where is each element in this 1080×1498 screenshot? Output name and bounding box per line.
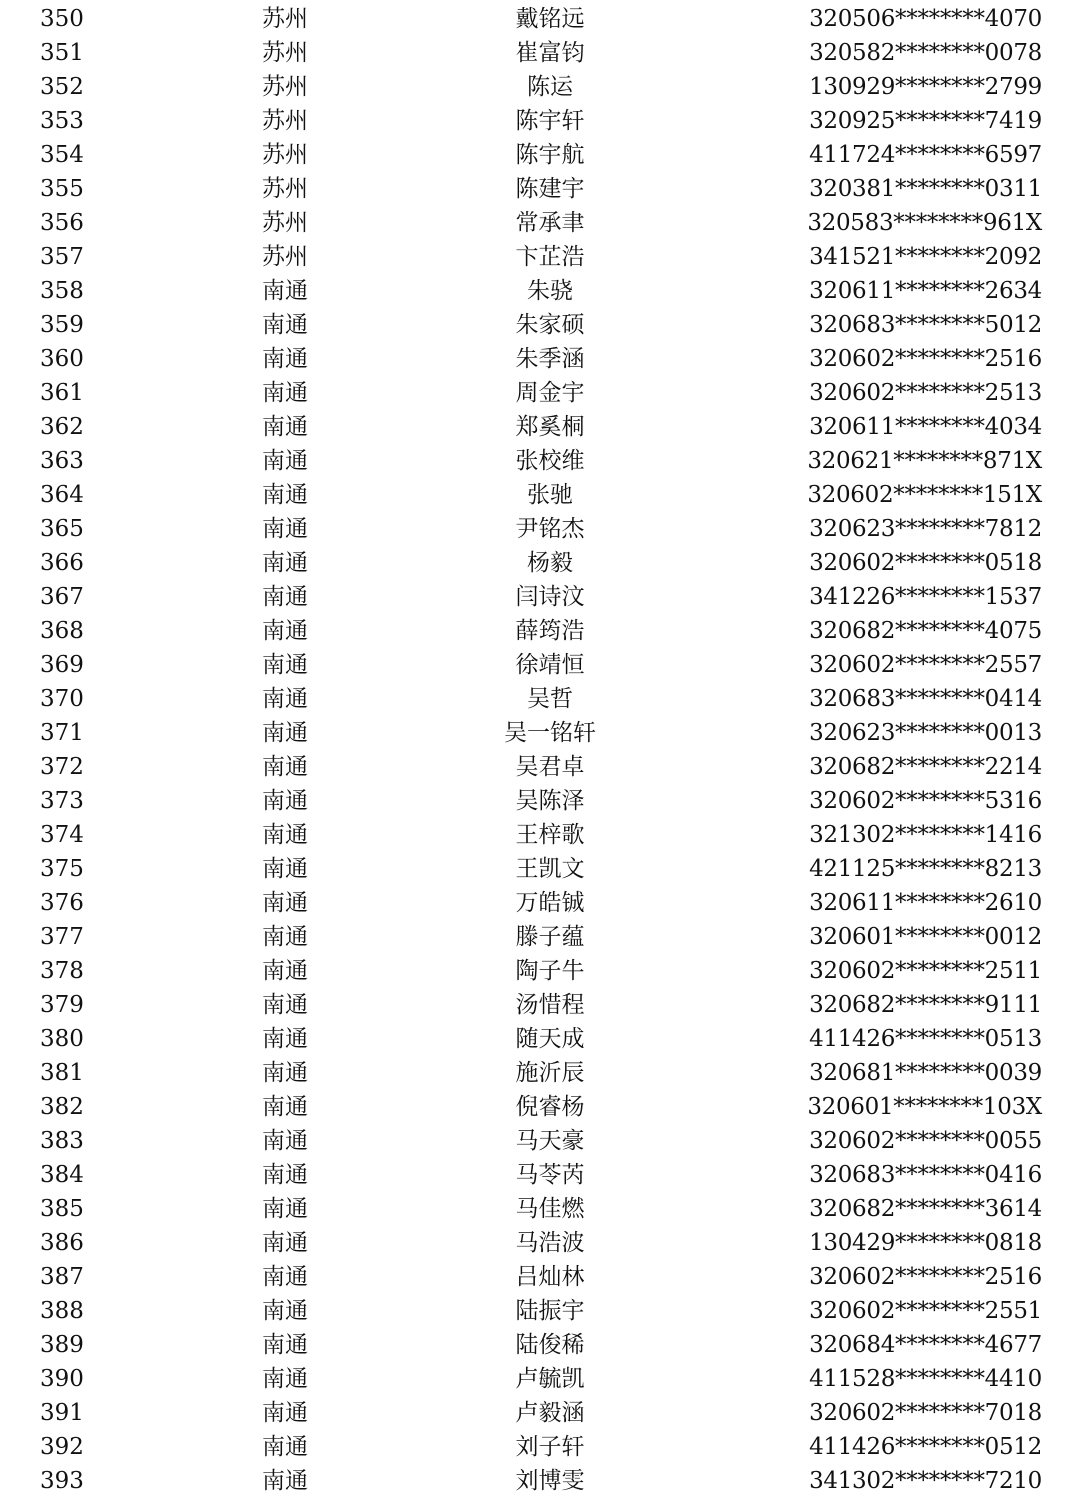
row-id-number: 320681********0039 [809, 1060, 1042, 1086]
row-name: 常承聿 [515, 210, 585, 236]
row-name: 马佳燃 [515, 1196, 585, 1222]
row-city: 南通 [262, 380, 308, 406]
row-number: 390 [40, 1366, 84, 1392]
row-city: 南通 [262, 1162, 308, 1188]
row-city: 南通 [262, 652, 308, 678]
table-row [0, 138, 1080, 172]
row-name: 吴君卓 [515, 754, 585, 780]
row-name: 陈宇航 [515, 142, 585, 168]
table-row [0, 614, 1080, 648]
row-number: 354 [40, 142, 84, 168]
row-name: 徐靖恒 [515, 652, 585, 678]
row-number: 366 [40, 550, 84, 576]
row-name: 吴陈泽 [515, 788, 585, 814]
row-number: 380 [40, 1026, 84, 1052]
row-number: 389 [40, 1332, 84, 1358]
row-city: 苏州 [262, 40, 308, 66]
row-name: 施沂辰 [515, 1060, 585, 1086]
row-city: 南通 [262, 686, 308, 712]
row-city: 南通 [262, 754, 308, 780]
row-number: 358 [40, 278, 84, 304]
row-number: 387 [40, 1264, 84, 1290]
row-city: 南通 [262, 1026, 308, 1052]
table-row [0, 376, 1080, 410]
row-city: 南通 [262, 448, 308, 474]
row-number: 381 [40, 1060, 84, 1086]
row-name: 刘博雯 [515, 1468, 585, 1494]
row-id-number: 130929********2799 [809, 74, 1042, 100]
row-id-number: 320611********4034 [809, 414, 1042, 440]
row-number: 363 [40, 448, 84, 474]
table-row [0, 988, 1080, 1022]
table-row [0, 1260, 1080, 1294]
row-number: 393 [40, 1468, 84, 1494]
row-number: 353 [40, 108, 84, 134]
row-id-number: 320682********3614 [809, 1196, 1042, 1222]
table-row [0, 954, 1080, 988]
row-name: 马浩波 [515, 1230, 585, 1256]
table-row [0, 36, 1080, 70]
row-name: 倪睿杨 [515, 1094, 585, 1120]
row-number: 355 [40, 176, 84, 202]
row-city: 南通 [262, 516, 308, 542]
row-city: 苏州 [262, 244, 308, 270]
row-name: 陈运 [527, 74, 573, 100]
table-row [0, 682, 1080, 716]
row-name: 郑奚桐 [515, 414, 585, 440]
row-name: 尹铭杰 [515, 516, 585, 542]
row-city: 南通 [262, 312, 308, 338]
row-id-number: 320602********5316 [809, 788, 1042, 814]
row-number: 365 [40, 516, 84, 542]
row-id-number: 320602********0518 [809, 550, 1042, 576]
row-number: 375 [40, 856, 84, 882]
row-id-number: 411724********6597 [809, 142, 1042, 168]
row-name: 朱家硕 [515, 312, 585, 338]
row-city: 南通 [262, 618, 308, 644]
row-city: 南通 [262, 1196, 308, 1222]
table-row [0, 1294, 1080, 1328]
row-name: 卢毓凯 [515, 1366, 585, 1392]
row-name: 薛筠浩 [515, 618, 585, 644]
row-city: 苏州 [262, 142, 308, 168]
table-row [0, 206, 1080, 240]
row-number: 374 [40, 822, 84, 848]
row-name: 吕灿林 [515, 1264, 585, 1290]
row-number: 352 [40, 74, 84, 100]
row-name: 滕子蕴 [515, 924, 585, 950]
row-city: 苏州 [262, 210, 308, 236]
row-name: 周金宇 [515, 380, 585, 406]
row-id-number: 320506********4070 [809, 6, 1042, 32]
row-number: 379 [40, 992, 84, 1018]
row-number: 370 [40, 686, 84, 712]
table-row [0, 648, 1080, 682]
row-city: 南通 [262, 788, 308, 814]
row-city: 南通 [262, 1128, 308, 1154]
row-name: 朱骁 [527, 278, 573, 304]
row-city: 南通 [262, 1434, 308, 1460]
row-number: 383 [40, 1128, 84, 1154]
row-name: 王梓歌 [515, 822, 585, 848]
table-row [0, 750, 1080, 784]
row-id-number: 320682********9111 [809, 992, 1042, 1018]
row-name: 马苓芮 [515, 1162, 585, 1188]
table-row [0, 274, 1080, 308]
row-number: 356 [40, 210, 84, 236]
table-row [0, 716, 1080, 750]
row-number: 382 [40, 1094, 84, 1120]
row-number: 351 [40, 40, 84, 66]
row-number: 392 [40, 1434, 84, 1460]
row-name: 随天成 [515, 1026, 585, 1052]
row-name: 崔富钧 [515, 40, 585, 66]
row-number: 384 [40, 1162, 84, 1188]
table-row [0, 784, 1080, 818]
row-number: 369 [40, 652, 84, 678]
row-number: 377 [40, 924, 84, 950]
row-id-number: 130429********0818 [809, 1230, 1042, 1256]
row-id-number: 320602********7018 [809, 1400, 1042, 1426]
row-name: 陈宇轩 [515, 108, 585, 134]
row-id-number: 320611********2610 [809, 890, 1042, 916]
row-id-number: 320925********7419 [809, 108, 1042, 134]
table-row [0, 2, 1080, 36]
table-row [0, 1464, 1080, 1498]
table-row [0, 1022, 1080, 1056]
table-row [0, 1192, 1080, 1226]
table-row [0, 546, 1080, 580]
table-row [0, 818, 1080, 852]
table-row [0, 172, 1080, 206]
row-city: 苏州 [262, 6, 308, 32]
row-number: 373 [40, 788, 84, 814]
table-row [0, 920, 1080, 954]
row-number: 361 [40, 380, 84, 406]
row-city: 南通 [262, 584, 308, 610]
row-number: 359 [40, 312, 84, 338]
row-number: 372 [40, 754, 84, 780]
row-id-number: 320621********871X [807, 448, 1042, 474]
table-row [0, 886, 1080, 920]
row-name: 陆振宇 [515, 1298, 585, 1324]
row-name: 马天豪 [515, 1128, 585, 1154]
row-id-number: 320602********2511 [809, 958, 1042, 984]
row-id-number: 320583********961X [807, 210, 1042, 236]
row-city: 南通 [262, 1264, 308, 1290]
row-id-number: 320683********0414 [809, 686, 1042, 712]
row-city: 苏州 [262, 74, 308, 100]
row-city: 南通 [262, 346, 308, 372]
row-id-number: 320381********0311 [809, 176, 1042, 202]
row-city: 南通 [262, 1400, 308, 1426]
table-row [0, 1124, 1080, 1158]
row-name: 张驰 [527, 482, 573, 508]
row-id-number: 320602********151X [807, 482, 1042, 508]
row-city: 南通 [262, 1332, 308, 1358]
row-number: 388 [40, 1298, 84, 1324]
row-id-number: 320683********5012 [809, 312, 1042, 338]
table-row [0, 478, 1080, 512]
row-number: 362 [40, 414, 84, 440]
row-id-number: 320623********0013 [809, 720, 1042, 746]
row-name: 杨毅 [527, 550, 573, 576]
row-name: 戴铭远 [515, 6, 585, 32]
row-name: 闫诗汶 [515, 584, 585, 610]
row-city: 南通 [262, 414, 308, 440]
table-row [0, 1362, 1080, 1396]
table-row [0, 104, 1080, 138]
row-city: 南通 [262, 1094, 308, 1120]
table-row [0, 1430, 1080, 1464]
row-id-number: 320602********2516 [809, 1264, 1042, 1290]
row-name: 陶子牛 [515, 958, 585, 984]
row-id-number: 320682********4075 [809, 618, 1042, 644]
row-number: 364 [40, 482, 84, 508]
row-city: 南通 [262, 1298, 308, 1324]
table-row [0, 852, 1080, 886]
table-row [0, 1158, 1080, 1192]
table-row [0, 580, 1080, 614]
row-id-number: 411426********0512 [809, 1434, 1042, 1460]
row-city: 南通 [262, 822, 308, 848]
row-id-number: 421125********8213 [809, 856, 1042, 882]
table-row [0, 70, 1080, 104]
row-number: 368 [40, 618, 84, 644]
row-name: 张校维 [515, 448, 585, 474]
row-city: 南通 [262, 482, 308, 508]
row-id-number: 341302********7210 [809, 1468, 1042, 1494]
table-row [0, 240, 1080, 274]
row-number: 385 [40, 1196, 84, 1222]
row-name: 吴一铭轩 [504, 720, 596, 746]
row-number: 350 [40, 6, 84, 32]
table-row [0, 1056, 1080, 1090]
row-city: 南通 [262, 1230, 308, 1256]
row-name: 汤惜程 [515, 992, 585, 1018]
table-row [0, 1226, 1080, 1260]
row-city: 南通 [262, 924, 308, 950]
row-id-number: 341226********1537 [809, 584, 1042, 610]
row-city: 南通 [262, 720, 308, 746]
row-city: 南通 [262, 550, 308, 576]
row-city: 南通 [262, 278, 308, 304]
row-name: 万皓铖 [515, 890, 585, 916]
table-row [0, 1090, 1080, 1124]
row-number: 357 [40, 244, 84, 270]
row-number: 386 [40, 1230, 84, 1256]
row-number: 391 [40, 1400, 84, 1426]
row-number: 376 [40, 890, 84, 916]
row-city: 苏州 [262, 176, 308, 202]
table-row [0, 512, 1080, 546]
row-name: 朱季涵 [515, 346, 585, 372]
table-row [0, 444, 1080, 478]
row-id-number: 320611********2634 [809, 278, 1042, 304]
row-id-number: 320582********0078 [809, 40, 1042, 66]
row-id-number: 320602********2516 [809, 346, 1042, 372]
row-city: 南通 [262, 958, 308, 984]
row-city: 南通 [262, 1468, 308, 1494]
table-row [0, 342, 1080, 376]
row-city: 南通 [262, 1366, 308, 1392]
row-id-number: 320602********2551 [809, 1298, 1042, 1324]
row-id-number: 321302********1416 [809, 822, 1042, 848]
row-city: 南通 [262, 890, 308, 916]
roster-table [0, 2, 1080, 1498]
row-id-number: 320601********0012 [809, 924, 1042, 950]
row-id-number: 320601********103X [807, 1094, 1042, 1120]
table-row [0, 410, 1080, 444]
row-id-number: 320602********2557 [809, 652, 1042, 678]
row-name: 吴哲 [527, 686, 573, 712]
row-id-number: 320602********0055 [809, 1128, 1042, 1154]
row-name: 王凯文 [515, 856, 585, 882]
row-city: 南通 [262, 992, 308, 1018]
row-city: 南通 [262, 856, 308, 882]
row-number: 360 [40, 346, 84, 372]
row-city: 苏州 [262, 108, 308, 134]
table-row [0, 1328, 1080, 1362]
row-name: 卞芷浩 [515, 244, 585, 270]
row-id-number: 320623********7812 [809, 516, 1042, 542]
row-name: 陈建宇 [515, 176, 585, 202]
row-name: 刘子轩 [515, 1434, 585, 1460]
row-id-number: 320684********4677 [809, 1332, 1042, 1358]
row-id-number: 320682********2214 [809, 754, 1042, 780]
row-number: 378 [40, 958, 84, 984]
row-city: 南通 [262, 1060, 308, 1086]
row-number: 371 [40, 720, 84, 746]
table-row [0, 308, 1080, 342]
row-id-number: 320683********0416 [809, 1162, 1042, 1188]
row-id-number: 341521********2092 [809, 244, 1042, 270]
row-number: 367 [40, 584, 84, 610]
row-id-number: 411528********4410 [809, 1366, 1042, 1392]
table-row [0, 1396, 1080, 1430]
row-name: 卢毅涵 [515, 1400, 585, 1426]
row-id-number: 411426********0513 [809, 1026, 1042, 1052]
row-name: 陆俊稀 [515, 1332, 585, 1358]
row-id-number: 320602********2513 [809, 380, 1042, 406]
